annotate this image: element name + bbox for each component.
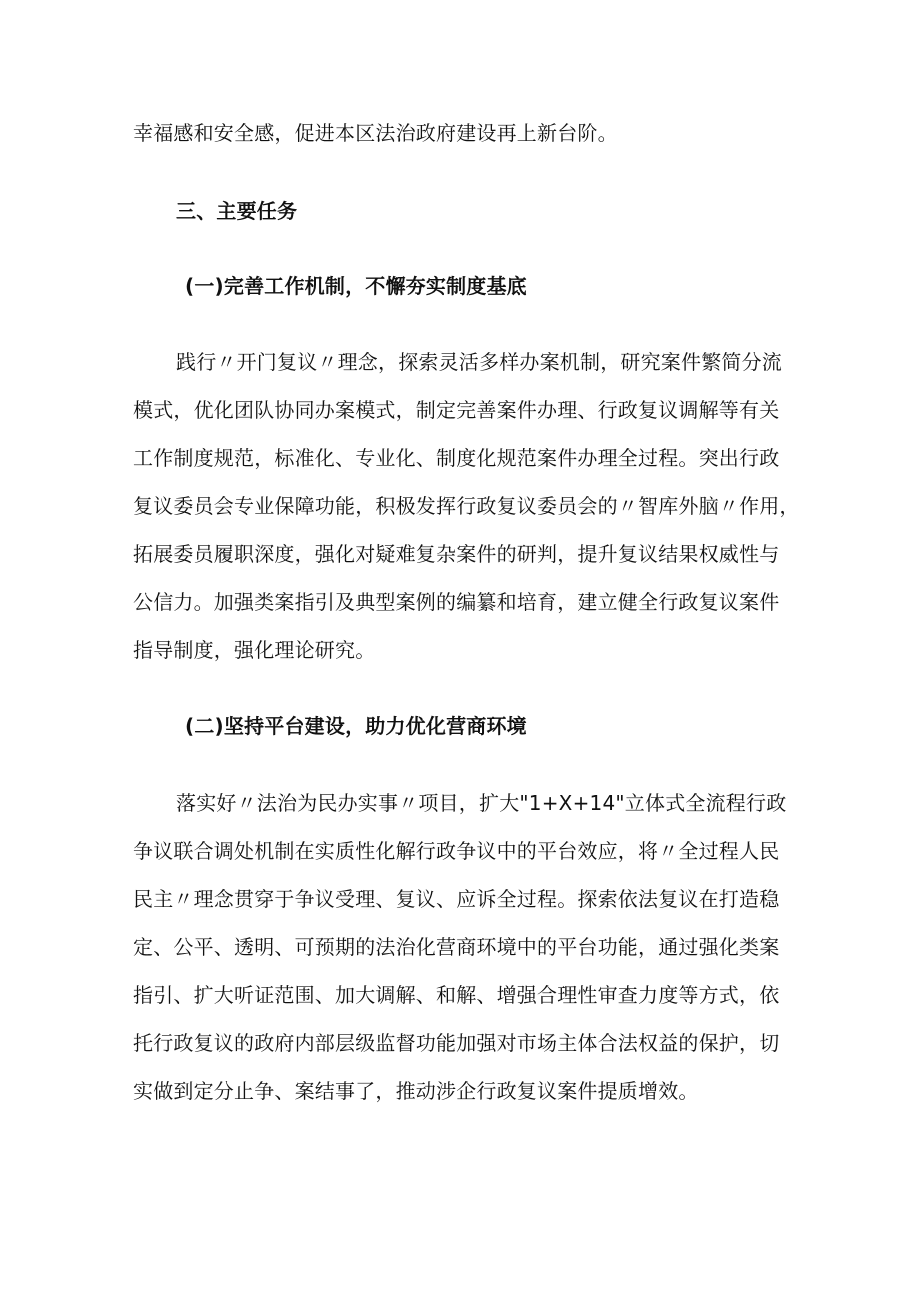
- subsection-2-line-5: 指引、扩大听证范围、加大调解、和解、增强合理性审查力度等方式，依: [133, 983, 780, 1007]
- subsection-1-line-6: 公信力。加强类案指引及典型案例的编纂和培育，建立健全行政复议案件: [133, 590, 780, 614]
- subsection-2-title: (二)坚持平台建设，助力优化营商环境: [185, 714, 527, 738]
- subsection-1-line-4: 复议委员会专业保障功能，积极发挥行政复议委员会的〃智库外脑〃作用，: [133, 494, 800, 518]
- subsection-1-line-2: 模式，优化团队协同办案模式，制定完善案件办理、行政复议调解等有关: [133, 398, 780, 422]
- subsection-1-line-7: 指导制度，强化理论研究。: [133, 638, 376, 662]
- subsection-1-line-5: 拓展委员履职深度，强化对疑难复杂案件的研判，提升复议结果权威性与: [133, 542, 780, 566]
- subsection-2-line-7: 实做到定分止争、案结事了，推动涉企行政复议案件提质增效。: [133, 1079, 699, 1103]
- subsection-2-line-1: 落实好〃法治为民办实事〃项目，扩大"1+X+14"立体式全流程行政: [176, 791, 787, 815]
- subsection-2-line-4: 定、公平、透明、可预期的法治化营商环境中的平台功能，通过强化类案: [133, 935, 780, 959]
- subsection-1-line-3: 工作制度规范，标准化、专业化、制度化规范案件办理全过程。突出行政: [133, 446, 780, 470]
- subsection-1-title: (一)完善工作机制，不懈夯实制度基底: [185, 274, 527, 298]
- intro-tail-line: 幸福感和安全感，促进本区法治政府建设再上新台阶。: [133, 121, 618, 145]
- subsection-2-line-6: 托行政复议的政府内部层级监督功能加强对市场主体合法权益的保护，切: [133, 1031, 780, 1055]
- subsection-2-line-2: 争议联合调处机制在实质性化解行政争议中的平台效应，将〃全过程人民: [133, 839, 780, 863]
- section-title: 三、主要任务: [176, 199, 298, 223]
- subsection-2-line-3: 民主〃理念贯穿于争议受理、复议、应诉全过程。探索依法复议在打造稳: [133, 887, 780, 911]
- subsection-1-line-1: 践行〃开门复议〃理念，探索灵活多样办案机制，研究案件繁简分流: [176, 350, 782, 374]
